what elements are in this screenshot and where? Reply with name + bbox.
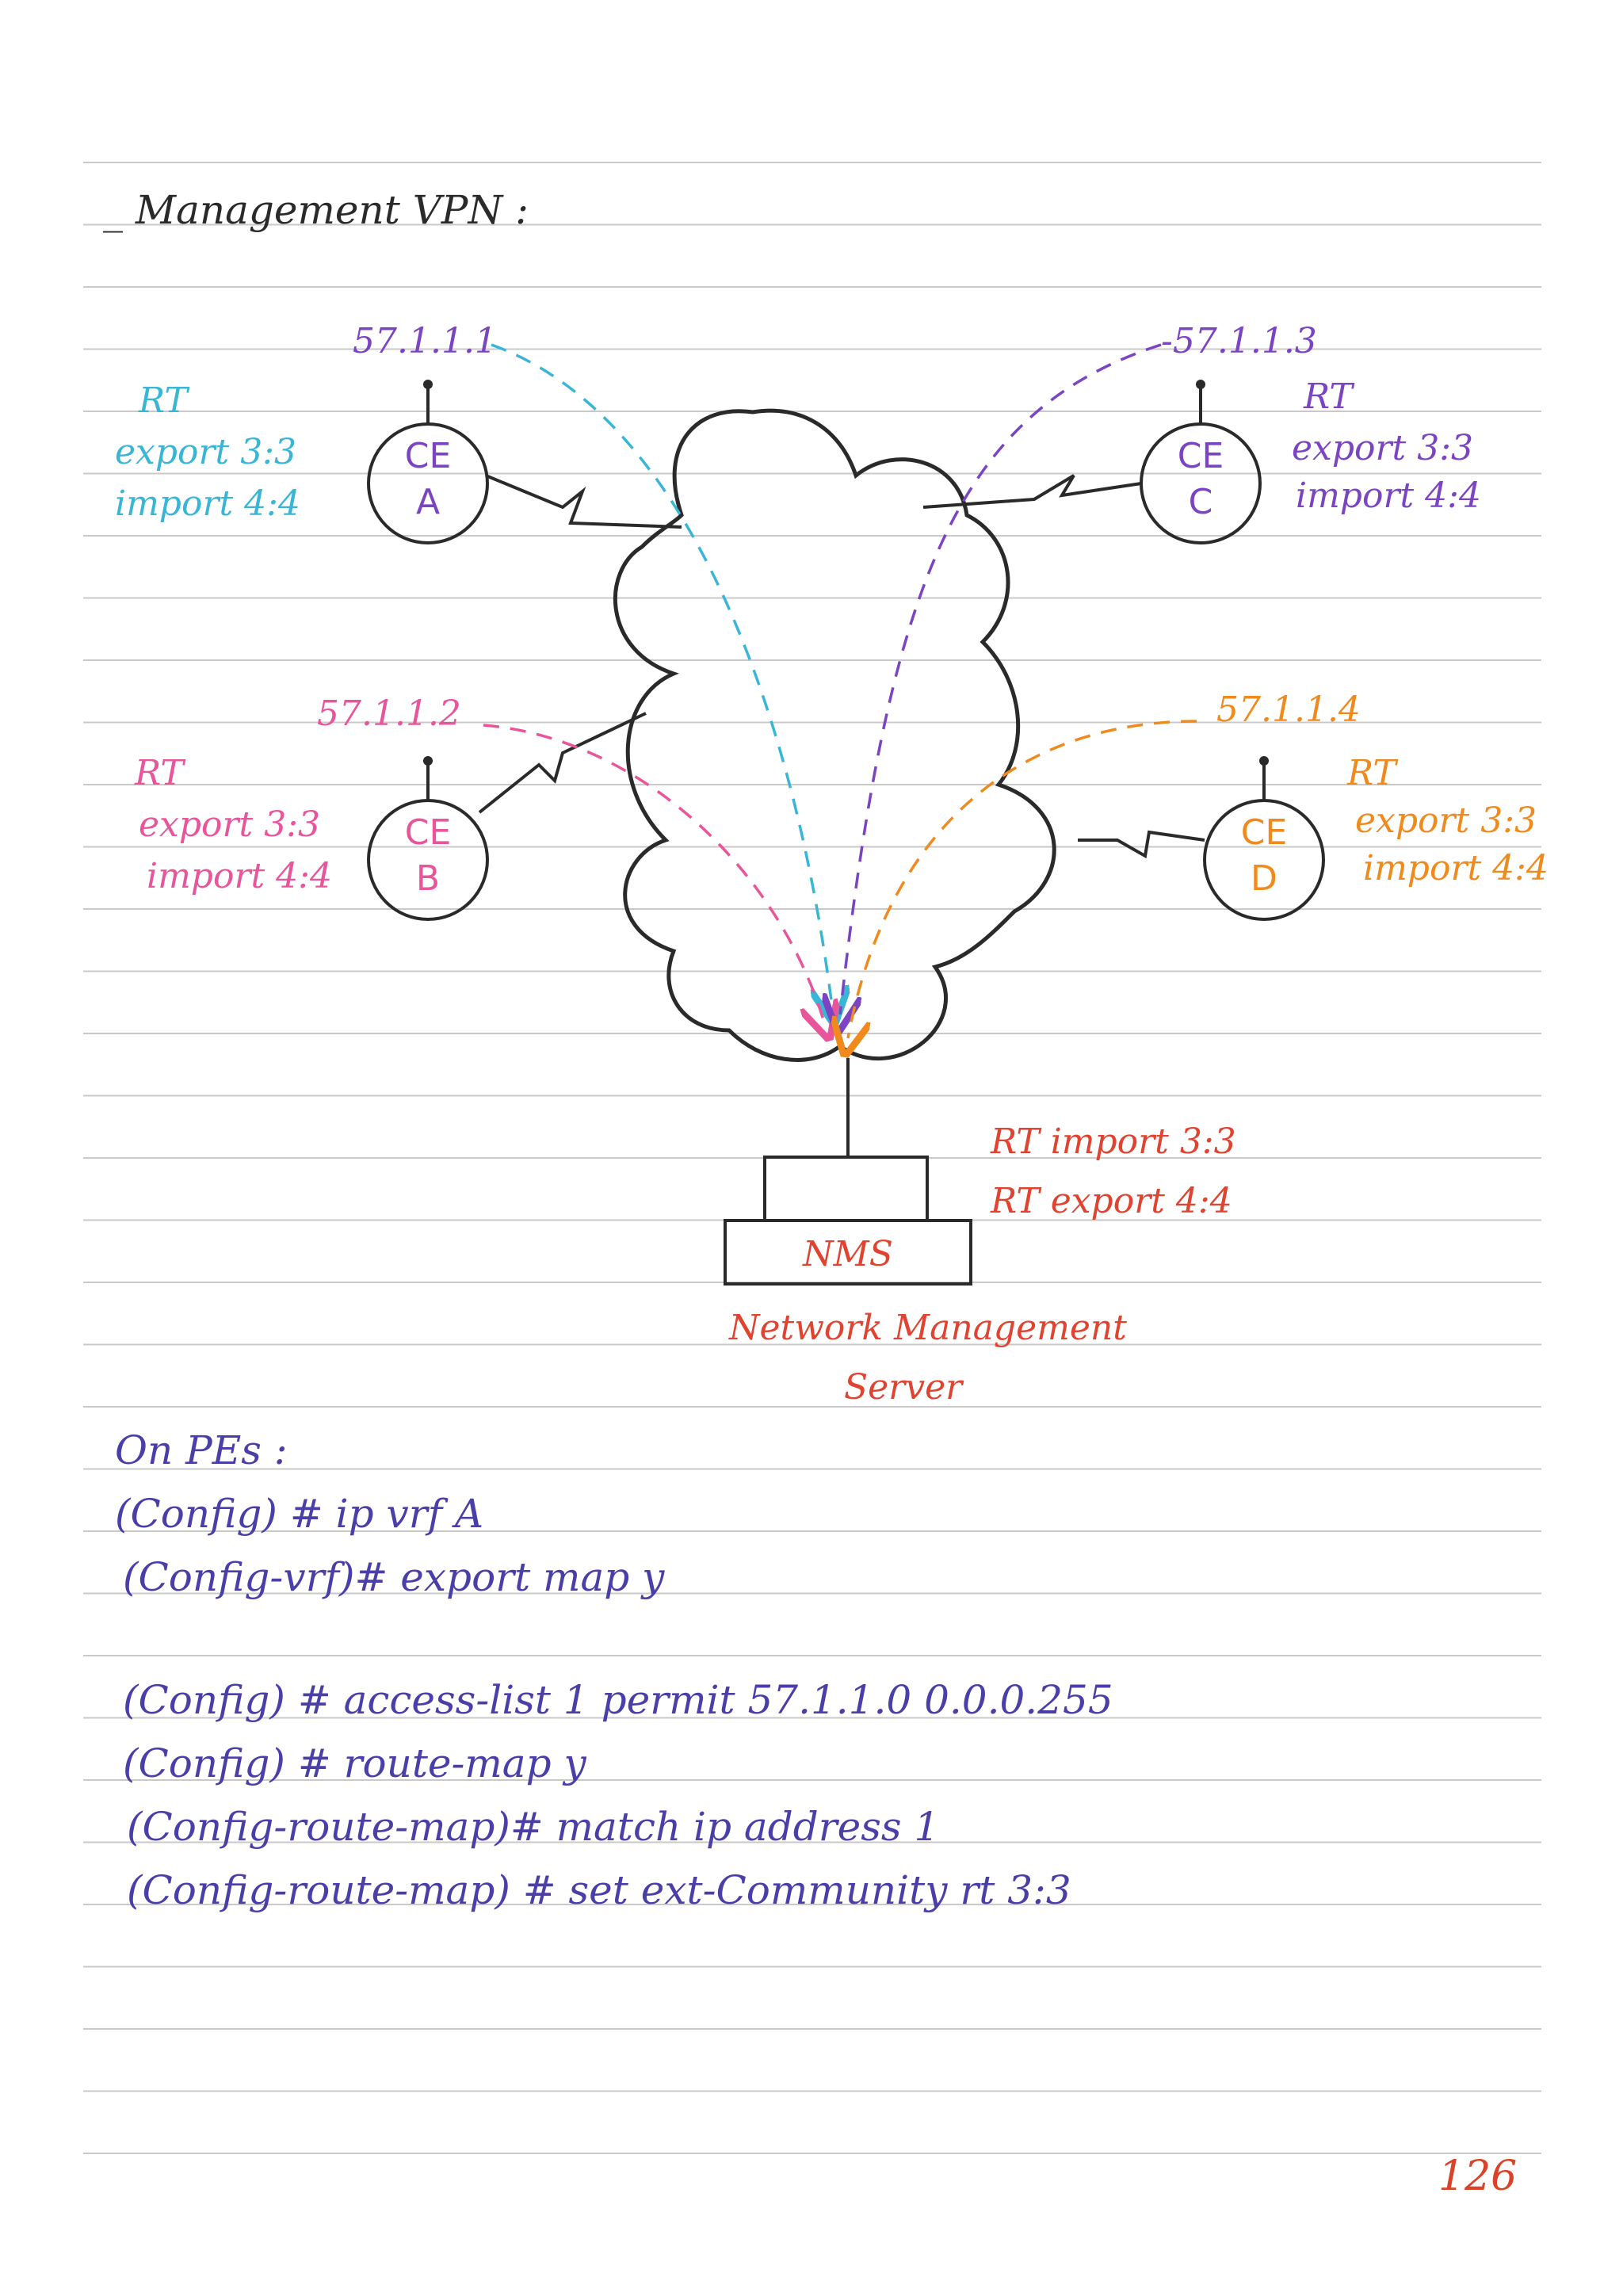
ce-d-serial-link xyxy=(1078,832,1205,856)
ce-a-ip: 57.1.1.1 xyxy=(353,321,497,361)
config-line: (Config) # route-map y xyxy=(123,1740,586,1786)
ce-a-label: CE xyxy=(404,436,452,476)
ce-d-rt: RT xyxy=(1347,753,1396,793)
ce-a-export: export 3:3 xyxy=(115,432,297,472)
ce-d-label: CE xyxy=(1240,812,1288,853)
ce-b-rt: RT xyxy=(135,753,184,793)
ce-d-letter: D xyxy=(1251,858,1277,899)
ce-c-label: CE xyxy=(1177,436,1224,476)
route-arrow-ce-d xyxy=(848,721,1197,1038)
ce-c-router xyxy=(1141,380,1260,543)
config-line: (Config) # ip vrf A xyxy=(115,1491,484,1537)
route-arrow-ce-a xyxy=(491,345,832,1007)
ce-a-serial-link xyxy=(486,476,682,527)
ce-a-letter: A xyxy=(415,482,441,522)
ce-c-import: import 4:4 xyxy=(1296,476,1481,516)
ce-b-export: export 3:3 xyxy=(139,804,321,845)
ce-c-export: export 3:3 xyxy=(1292,428,1474,468)
ce-a-rt: RT xyxy=(139,380,188,421)
ce-b-router xyxy=(369,756,487,919)
ce-b-ip: 57.1.1.2 xyxy=(317,693,461,734)
ce-a-import: import 4:4 xyxy=(115,483,300,524)
config-line: (Config-vrf)# export map y xyxy=(123,1554,665,1600)
ce-a-router xyxy=(369,380,487,543)
ce-c-rt: RT xyxy=(1304,376,1353,417)
nms-caption-line1: Network Management xyxy=(729,1308,1127,1348)
nms-monitor xyxy=(765,1157,927,1221)
nms-rt-import: RT import 3:3 xyxy=(991,1121,1236,1162)
ce-c-ip: -57.1.1.3 xyxy=(1161,321,1317,361)
ce-d-router xyxy=(1205,756,1323,919)
ce-b-import: import 4:4 xyxy=(147,856,332,896)
nms-caption-line2: Server xyxy=(844,1367,963,1408)
provider-cloud xyxy=(615,411,1054,1060)
config-line: (Config-route-map)# match ip address 1 xyxy=(127,1804,940,1850)
ce-c-letter: C xyxy=(1188,482,1213,522)
ce-d-import: import 4:4 xyxy=(1363,848,1549,888)
page-title: _ Management VPN : xyxy=(103,187,529,233)
nms-box-label: NMS xyxy=(803,1234,893,1274)
config-heading: On PEs : xyxy=(115,1427,288,1473)
ce-b-serial-link xyxy=(479,713,646,812)
config-line: (Config-route-map) # set ext-Community rt 3:3 xyxy=(127,1867,1071,1913)
ce-b-letter: B xyxy=(415,858,441,899)
ce-d-ip: 57.1.1.4 xyxy=(1216,690,1361,730)
page-number: 126 xyxy=(1438,2153,1518,2200)
ce-c-serial-link xyxy=(923,476,1141,507)
ce-b-label: CE xyxy=(404,812,452,853)
nms-rt-export: RT export 4:4 xyxy=(991,1181,1232,1221)
config-line: (Config) # access-list 1 permit 57.1.1.0 0.0.0.255 xyxy=(123,1677,1113,1723)
ce-d-export: export 3:3 xyxy=(1355,800,1537,841)
